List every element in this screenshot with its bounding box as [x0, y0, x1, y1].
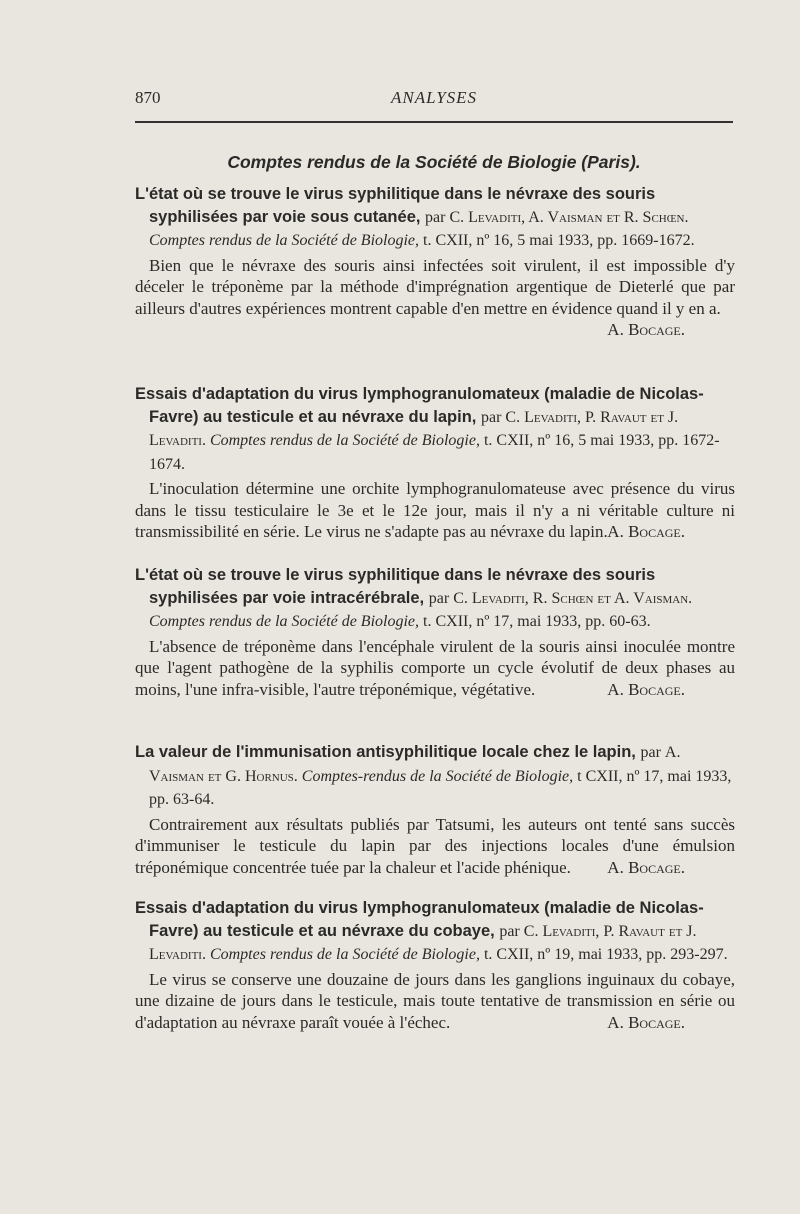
entry-signature: A. Bocage. [607, 857, 685, 877]
entry-signature: A. Bocage. [607, 1012, 685, 1032]
page-number: 870 [135, 88, 161, 107]
entry-title-text: Essais d'adaptation du virus lymphogranulomateux (maladie de Nicolas-Favre) au testicule et au névraxe du lapin, [135, 385, 704, 426]
entry-citation: t. CXII, nº 17, mai 1933, pp. 60-63. [423, 613, 651, 630]
entry-citation: t. CXII, nº 19, mai 1933, pp. 293-297. [483, 946, 728, 963]
entry-journal: Comptes rendus de la Société de Biologie, [209, 946, 480, 963]
entry-journal: Comptes rendus de la Société de Biologie, [209, 432, 480, 449]
authors-prefix: par [480, 408, 502, 426]
entry-authors: C. Levaditi, P. Ravaut et J. Levaditi. [149, 922, 697, 963]
entry-authors: C. Levaditi, R. Schœn et A. Vaisman. [453, 589, 693, 607]
running-title: ANALYSES [390, 88, 478, 107]
authors-prefix: par [640, 744, 661, 761]
entry-title [135, 741, 735, 812]
header-rule [135, 121, 733, 123]
entry-body-text: L'absence de tréponème dans l'encéphale virulent de la souris ainsi inoculée montre que l'agent pathogène de la syphilis comporte un cycle évolutif de deux phases au moins, l'une infra-visible, l'autre tréponémique, végétative. [135, 636, 735, 699]
entry-body-text: Contrairement aux résultats publiés par Tatsumi, les auteurs ont tenté sans succès d'immuniser le testicule du lapin par des injections locales d'une émulsion tréponémique concentrée tuée par la chaleur et l'acide phénique. [135, 814, 735, 877]
abstract-entry [135, 183, 735, 341]
entry-title-text: L'état où se trouve le virus syphilitique dans le névraxe des souris syphilisées par voie intracérébrale, [135, 566, 656, 607]
entry-title-text: La valeur de l'immunisation antisyphilitique locale chez le lapin, [135, 743, 636, 761]
entry-citation: t. CXII, nº 16, 5 mai 1933, pp. 1669-1672. [423, 232, 695, 249]
entry-authors: A. Vaisman et G. Hornus. [149, 744, 681, 785]
abstract-entry [135, 383, 735, 543]
page-header [135, 88, 733, 110]
entry-title [135, 383, 735, 476]
entry-signature: A. Bocage. [607, 522, 685, 541]
entry-citation: t CXII, nº 17, mai 1933, pp. 63-64. [149, 767, 732, 808]
abstract-entry [135, 897, 735, 1033]
section-title: Comptes rendus de la Société de Biologie (Paris). [227, 152, 641, 172]
entry-body-text: Le virus se conserve une douzaine de jours dans les ganglions inguinaux du cobaye, une dizaine de jours dans le testicule, mais toute tentative de transmission en série ou d'adaptation au névraxe paraît vouée à l'échec. [135, 969, 735, 1032]
entry-title-text: Essais d'adaptation du virus lymphogranulomateux (maladie de Nicolas-Favre) au testicule et au névraxe du cobaye, [135, 899, 704, 940]
entry-body [135, 255, 735, 320]
entry-body-text: L'inoculation détermine une orchite lymphogranulomateuse avec présence du virus dans le tissu testiculaire le 3e et le 12e jour, mais il n'y a ni véritable culture ni transmissibilité en série. Le virus ne s'adapte pas au névraxe du lapin. [135, 479, 735, 541]
abstract-entry [135, 741, 735, 878]
entry-title [135, 897, 735, 967]
abstract-entry [135, 564, 735, 700]
authors-prefix: par [428, 589, 450, 607]
entry-authors: C. Levaditi, A. Vaisman et R. Schœn. [449, 208, 689, 226]
entry-citation: t. CXII, nº 16, 5 mai 1933, pp. 1672-1674. [149, 432, 720, 473]
entry-body-text: Bien que le névraxe des souris ainsi infectées soit virulent, il est impossible d'y déceler le tréponème par la méthode d'imprégnation argentique de Dieterlé que par ailleurs d'autres expériences montrent capable d'en mettre en évidence quand il y en a. [135, 255, 735, 318]
entry-title-text: L'état où se trouve le virus syphilitique dans le névraxe des souris syphilisées par voie sous cutanée, [135, 185, 656, 226]
entry-journal: Comptes rendus de la Société de Biologie, [149, 232, 420, 249]
entry-title [135, 564, 735, 634]
entry-signature: A. Bocage. [607, 679, 685, 699]
entry-signature: A. Bocage. [607, 320, 685, 339]
entry-journal: Comptes rendus de la Société de Biologie, [149, 613, 420, 630]
entry-authors: C. Levaditi, P. Ravaut et J. Levaditi. [149, 408, 679, 449]
entry-journal: Comptes-rendus de la Société de Biologie, [301, 767, 574, 785]
authors-prefix: par [499, 922, 520, 940]
entry-title [135, 183, 735, 253]
authors-prefix: par [425, 208, 446, 226]
